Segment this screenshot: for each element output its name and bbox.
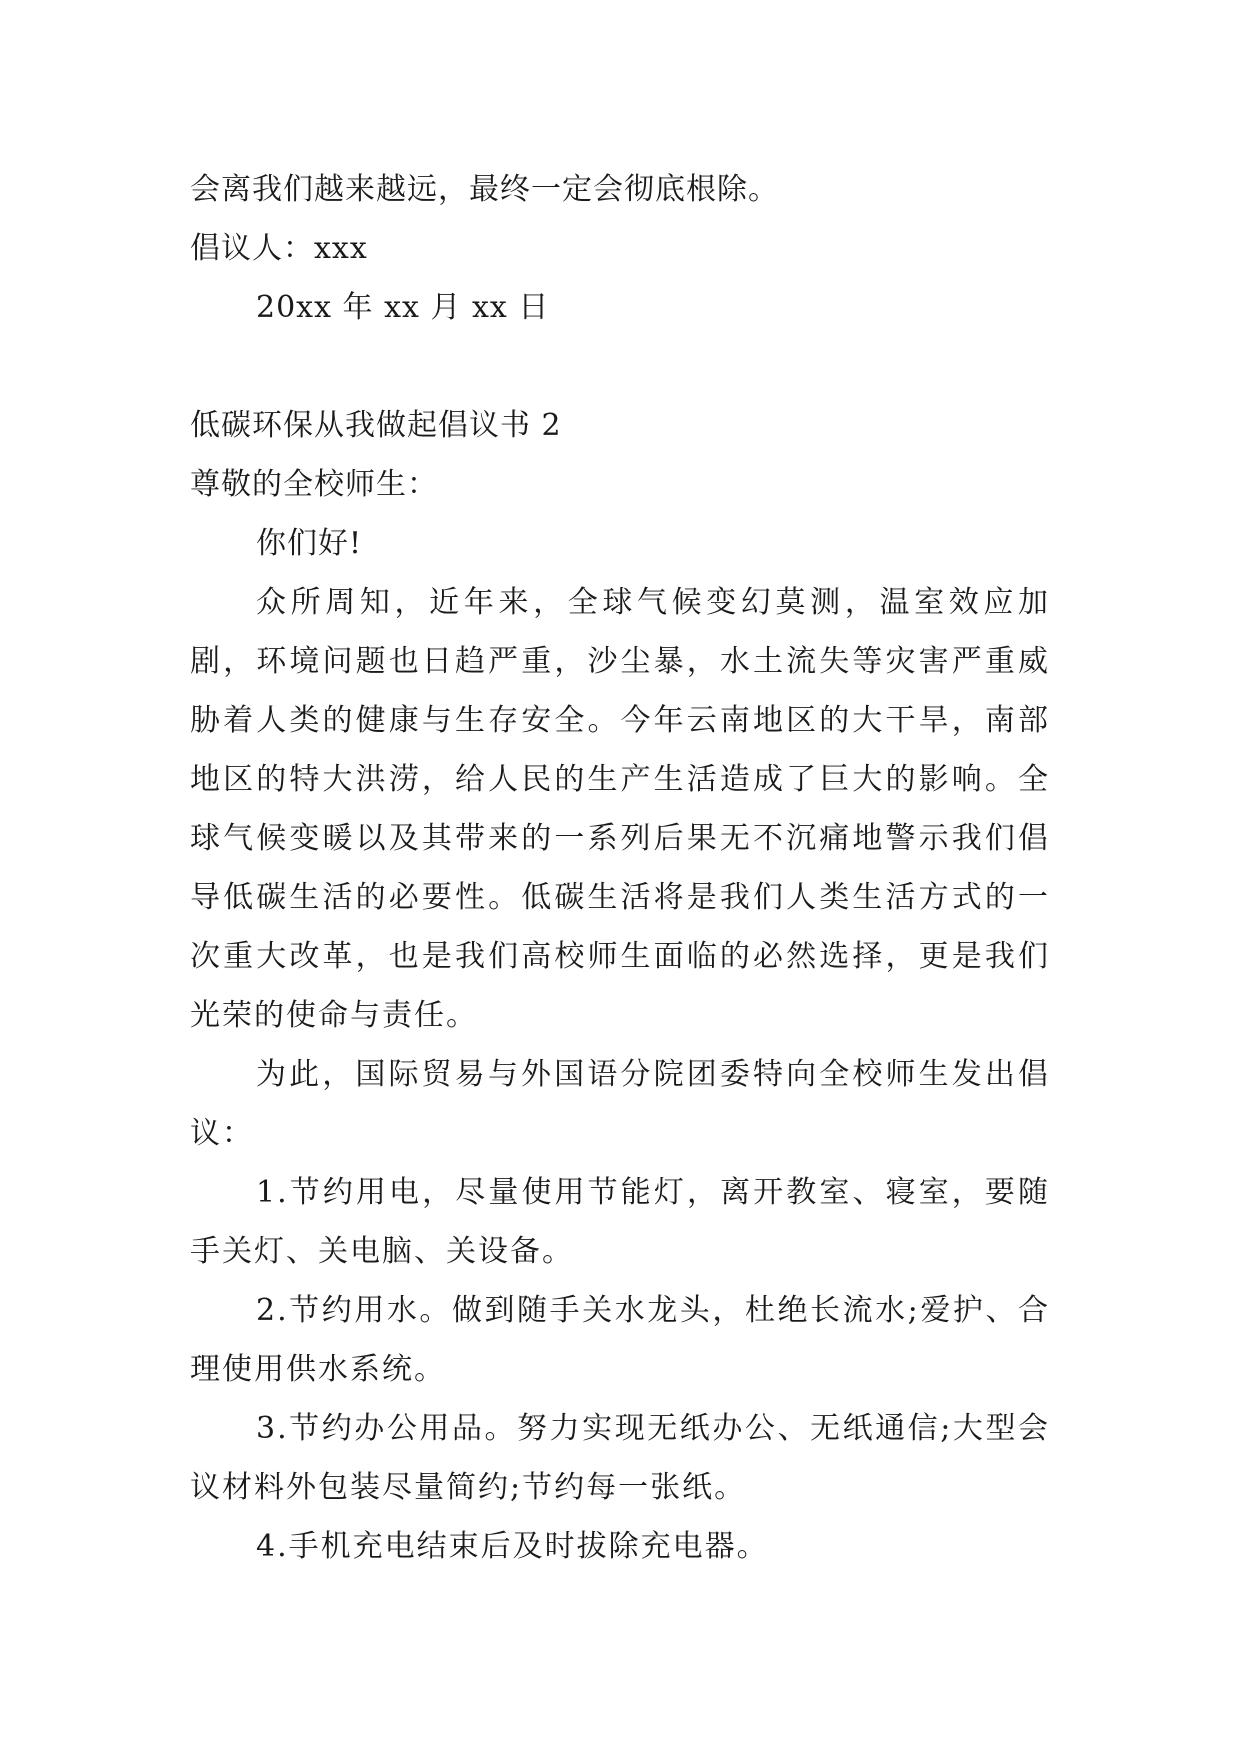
body-paragraph-1: 众所周知，近年来，全球气候变幻莫测，温室效应加剧，环境问题也日趋严重，沙尘暴，水土流失等灾害严重威胁着人类的健康与生存安全。今年云南地区的大干旱，南部地区的特大洪涝，给人民的生产生活造成了巨大的影响。全球气候变暖以及其带来的一系列后果无不沉痛地警示我们倡导低碳生活的必要性。低碳生活将是我们人类生活方式的一次重大改革，也是我们高校师生面临的必然选择，更是我们光荣的使命与责任。 (190, 585, 1050, 1033)
section-gap (190, 337, 1050, 396)
list-item: 2.节约用水。做到随手关水龙头，杜绝长流水;爱护、合理使用供水系统。 (190, 1293, 1050, 1387)
greeting: 你们好! (256, 526, 363, 561)
body-paragraph-2: 为此，国际贸易与外国语分院团委特向全校师生发出倡议： (190, 1057, 1050, 1151)
closing-line: 会离我们越来越远，最终一定会彻底根除。 (190, 172, 779, 207)
date-line: 20xx 年 xx 月 xx 日 (256, 290, 550, 325)
salutation: 尊敬的全校师生： (190, 467, 438, 502)
list-item: 3.节约办公用品。努力实现无纸办公、无纸通信;大型会议材料外包装尽量简约;节约每一张纸。 (190, 1411, 1050, 1505)
document-page (190, 160, 1050, 1576)
signer-line: 倡议人：xxx (190, 231, 368, 266)
list-item: 1.节约用电，尽量使用节能灯，离开教室、寝室，要随手关灯、关电脑、关设备。 (190, 1175, 1050, 1269)
section-title: 低碳环保从我做起倡议书 2 (190, 408, 562, 443)
list-item: 4.手机充电结束后及时拔除充电器。 (256, 1529, 769, 1564)
